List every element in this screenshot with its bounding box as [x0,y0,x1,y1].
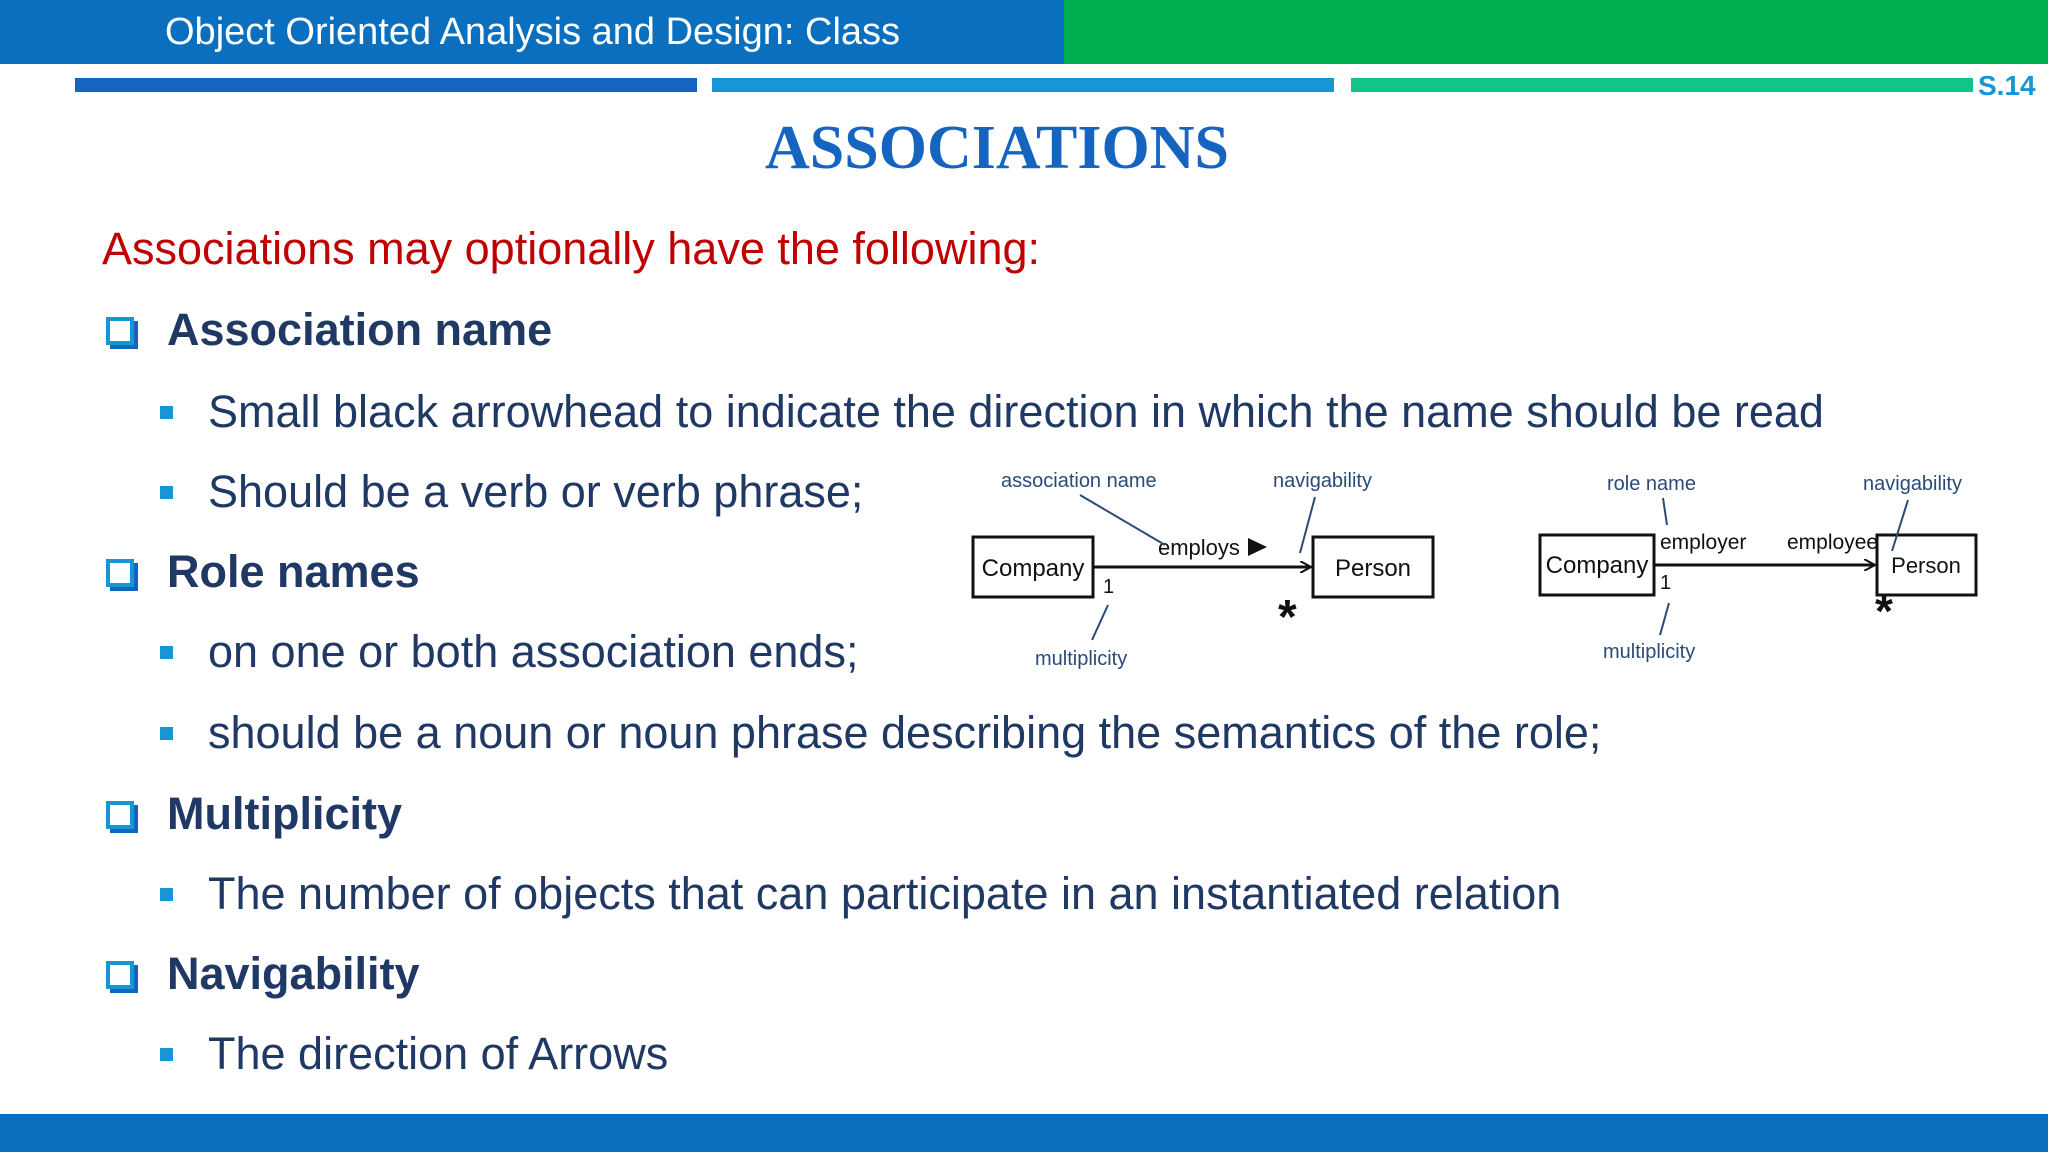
checkbox-bullet-icon [106,961,134,989]
multiplicity-value: * [1875,585,1893,637]
square-bullet-icon [160,486,173,499]
checkbox-bullet-icon [106,317,134,345]
class-name: Person [1334,555,1412,582]
association-name-diagram [973,470,1433,670]
square-bullet-icon [160,1048,173,1061]
multiplicity-value: * [1278,591,1297,644]
section-heading-text: Role names [167,546,420,597]
decorative-stripe [712,78,1334,92]
checkbox-bullet-icon [106,801,134,829]
annotation-label: association name [1001,470,1157,492]
checkbox-bullet-icon [106,559,134,587]
header-accent-bar [1064,0,2048,64]
annotation-label: multiplicity [1603,641,1696,663]
association-label: employs [1158,535,1240,560]
section-heading-text: Multiplicity [167,788,402,839]
decorative-stripe [1351,78,1973,92]
annotation-label: role name [1607,473,1696,495]
square-bullet-icon [160,888,173,901]
class-name: Person [1891,553,1961,578]
annotation-label: navigability [1273,470,1372,492]
bullet-text: Small black arrowhead to indicate the direction in which the name should be read [208,386,1824,437]
square-bullet-icon [160,727,173,740]
bullet-text: Should be a verb or verb phrase; [208,466,864,517]
role-name-diagram [1540,473,1976,663]
annotation-label: navigability [1863,473,1962,495]
annotation-leader-line [1660,603,1669,635]
class-name: Company [1545,552,1649,579]
bullet-text: should be a noun or noun phrase describing the semantics of the role; [208,707,1602,758]
reading-direction-arrowhead-icon [1248,538,1267,556]
uml-association-diagram [960,455,2020,685]
section-heading-text: Association name [167,304,553,355]
role-name-label: employee [1787,531,1879,554]
footer-bar [0,1114,2048,1152]
annotation-label: multiplicity [1035,648,1128,670]
course-title: Object Oriented Analysis and Design: Class [165,11,901,53]
multiplicity-value: 1 [1103,576,1115,598]
slide-number: S.14 [1978,70,2036,101]
role-name-label: employer [1660,531,1747,554]
intro-text: Associations may optionally have the following: [102,223,1041,274]
square-bullet-icon [160,406,173,419]
annotation-leader-line [1092,605,1108,640]
decorative-stripe [75,78,697,92]
annotation-leader-line [1663,498,1667,525]
bullet-text: on one or both association ends; [208,626,859,677]
section-heading-text: Navigability [167,948,420,999]
bullet-text: The direction of Arrows [208,1028,669,1079]
square-bullet-icon [160,646,173,659]
class-name: Company [981,555,1085,582]
multiplicity-value: 1 [1660,572,1672,594]
slide-title: ASSOCIATIONS [764,114,1229,182]
bullet-text: The number of objects that can participate in an instantiated relation [208,868,1562,919]
